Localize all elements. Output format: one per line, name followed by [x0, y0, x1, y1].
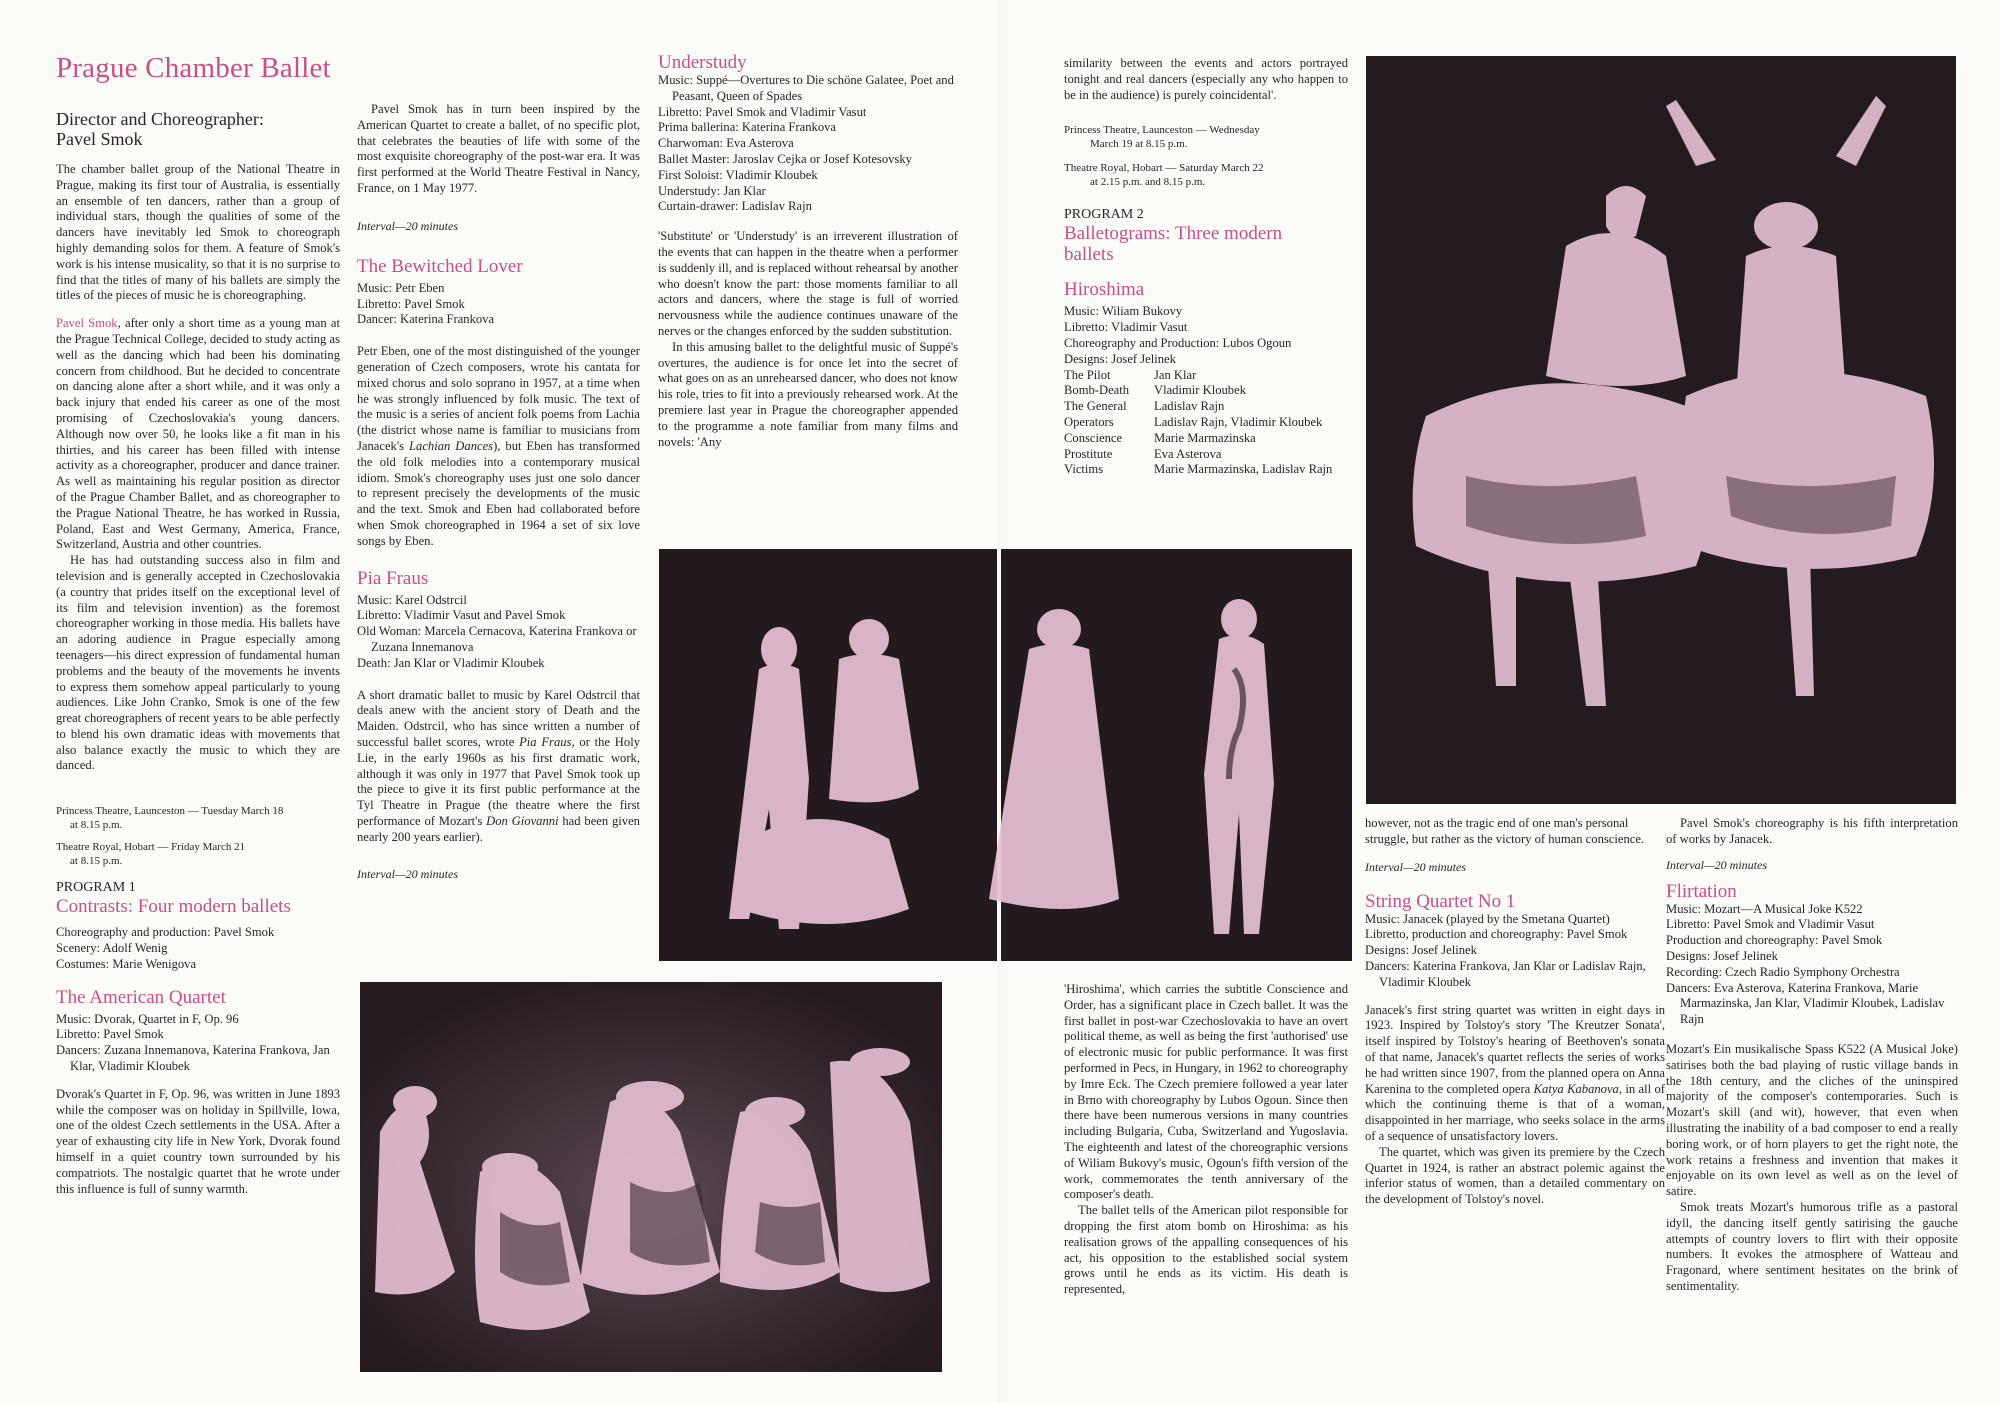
hiroshima-text-2: The ballet tells of the American pilot responsible for dropping the first atom bomb on Hiroshima: as his realisation grows of the appalling consequences of his act, his opposition to the established social system grows until he ends as its victim. His death is represented,: [1064, 1203, 1348, 1297]
column-2: [357, 102, 640, 882]
venue-1: Princess Theatre, Launceston — Tuesday March 18 at 8.15 p.m.: [56, 805, 284, 832]
hiroshima-cast: The Pilot Jan Klar Bomb-Death Vladimir Kloubek The General Ladislav Rajn Operators Ladislav Rajn, Vladimir Kloubek Conscience Marie Marmazinska Prostitute Eva Asterova Victims Marie Marmazinska, Ladislav Rajn: [1064, 367, 1333, 477]
string-quartet-credits: Music: Janacek (played by the Smetana Quartet) Libretto, production and choreography: Pavel Smok Designs: Josef Jelinek Dancers: Katerina Frankova, Jan Klar or Ladislav Rajn, Vladimir Kloubek: [1365, 911, 1646, 989]
bio-paragraph-2: He has had outstanding success also in film and television and is generally accepted in Czechoslovakia (a country that prides itself on the exceptional level of its film and television invention) as the foremost choreographer working in those media. His ballets have an adoring audience in Prague especially among teenagers—his direct expression of fundamental human problems and the beauty of the movements he invents to express them somehow appeal particularly to young audiences. Like John Cranko, Smok is one of the few great choreographers of recent years to be able perfectly to blend his own dramatic ideas with movements that also balance exactly the music to which they are danced.: [56, 553, 340, 773]
program-2-label: PROGRAM 2: [1064, 207, 1144, 223]
flirtation-credits: Music: Mozart—A Musical Joke K522 Libretto: Pavel Smok and Vladimir Vasut Production and choreography: Pavel Smok Designs: Josef Jelinek Recording: Czech Radio Symphony Orchestra Dancers: Eva Asterova, Katerina Frankova, Marie Marmazinska, Jan Klar, Vladimir Kloubek, Ladislav Rajn: [1666, 901, 1945, 1027]
program-1-credits: Choreography and production: Pavel Smok Scenery: Adolf Wenig Costumes: Marie Wenigova: [56, 925, 275, 971]
bewitched-lover-title: The Bewitched Lover: [357, 255, 523, 277]
program-2-title: Balletograms: Three modern ballets: [1064, 223, 1283, 266]
venue-2: Theatre Royal, Hobart — Friday March 21 at 8.15 p.m.: [56, 841, 246, 868]
column-4-lower: [1064, 982, 1348, 1298]
hiroshima-cont: however, not as the tragic end of one man's personal struggle, but rather as the victory of human conscience.: [1365, 816, 1645, 846]
pia-fraus-title: Pia Fraus: [357, 567, 429, 589]
flirtation-text-2: Smok treats Mozart's humorous trifle as a pastoral idyll, the dancing itself gently satirising the gauche attempts of country lovers to flirt with their opposite numbers. It evokes the atmosphere of Watteau and Fragonard, where sentiment hesitates on the brink of sentimentality.: [1666, 1199, 1958, 1293]
program-1-title: Contrasts: Four modern ballets: [56, 896, 291, 918]
venue-3: Princess Theatre, Launceston — Wednesday March 19 at 8.15 p.m.: [1064, 124, 1260, 151]
interval-2: Interval—20 minutes: [357, 867, 458, 882]
intro-paragraph: The chamber ballet group of the National Theatre in Prague, making its first tour of Australia, is essentially an ensemble of ten dancers, rather than a group of individual stars, though the qualities of some of the dancers have inevitably led Smok to choreograph highly demanding solos for them. A feature of Smok's work is his intense musicality, so that it is no surprise to find that the titles of many of his ballets are simply the titles of the pieces of music he is choreographing.: [56, 162, 340, 303]
flirtation-text-1: Mozart's Ein musikalische Spass K522 (A Musical Joke) satirises both the bad playing of rustic village bands in the 18th century, and the cliches of the uninspired majority of the composer's contemporaries. Such is Mozart's skill (and wit), however, that even when illustrating the inability of a bad composer to end a really boring work, or of horn players to get the right note, the work retains a freshness and invention that makes it enjoyable on its own level as well as on the level of satire.: [1666, 1041, 1958, 1199]
bewitched-lover-credits: Music: Petr Eben Libretto: Pavel Smok Dancer: Katerina Frankova: [357, 280, 495, 327]
column-4: [1064, 56, 1348, 478]
hiroshima-title: Hiroshima: [1064, 279, 1145, 301]
photo-hiroshima-scene-image: [659, 549, 1352, 961]
understudy-cont: similarity between the events and actors portrayed tonight and real dancers (especially any who happen to be in the audience) is purely coincidental'.: [1064, 56, 1348, 102]
string-quartet-title: String Quartet No 1: [1365, 890, 1516, 912]
understudy-text-1: 'Substitute' or 'Understudy' is an irreverent illustration of the events that can happen in the theatre when a performer is suddenly ill, and is replaced without rehearsal by another who doesn't know the part: those moments familiar to all actors and dancers, where the stage is full of worried nervousness while the audience continues unaware of the nerves or the changes enforced by the sudden substitution.: [658, 229, 958, 338]
string-quartet-cont: Pavel Smok's choreography is his fifth interpretation of works by Janacek.: [1666, 816, 1958, 846]
page-title: Prague Chamber Ballet: [56, 52, 331, 84]
american-quartet-cont: Pavel Smok has in turn been inspired by the American Quartet to create a ballet, of no specific plot, that celebrates the beauties of life with some of the most exquisite choreography of the post-war era. It was first performed at the World Theatre Festival in Nancy, France, on 1 May 1977.: [357, 102, 640, 195]
flirtation-title: Flirtation: [1666, 880, 1737, 902]
hiroshima-text-1: 'Hiroshima', which carries the subtitle Conscience and Order, has a significant place in Czech ballet. It was the first ballet in post-war Czechoslovakia to have an overt political theme, as well as being the first 'authorised' use of electronic music for public performance. It was first performed in Pecs, in Hungary, in 1962 to choreography by Imre Eck. The Czech premiere followed a year later in Brno with choreography by Lubos Ogoun. Since then there have been numerous versions in many countries including Bulgaria, Cuba, Switzerland and Yugoslavia. The eighteenth and latest of the choreographic versions of Wiliam Bukovy's music, Ogoun's fifth version of the work, commemorates the tenth anniversary of the composer's death.: [1064, 982, 1348, 1202]
interval-3: Interval—20 minutes: [1365, 859, 1466, 874]
american-quartet-text: Dvorak's Quartet in F, Op. 96, was written in June 1893 while the composer was on holiday in Spillville, Iowa, one of the oldest Czech settlements in the USA. After a year of exhausting city life in New York, Dvorak found himself in a quiet country town surrounded by his compatriots. The nostalgic quartet that he wrote under this influence is full of sunny warmth.: [56, 1086, 340, 1196]
director-heading: Director and Choreographer: Pavel Smok: [56, 109, 264, 149]
understudy-text-2: In this amusing ballet to the delightful music of Suppé's overtures, the audience is for once let into the secret of what goes on as an unrehearsed dancer, who does not know his role, tries to fit into a previously rehearsed work. At the premiere last year in Prague the choreographer appended to the programme a note familiar from many films and novels: 'Any: [658, 339, 958, 449]
bewitched-lover-text: Petr Eben, one of the most distinguished of the younger generation of Czech composers, wrote his cantata for mixed chorus and solo soprano in 1957, at a time when he was strongly influenced by folk music. The text of the music is a series of ancient folk poems from Lachia (the district whose name is familiar to musicians from Janacek's Lachian Dances), but Eben has transformed the old folk melodies into a contemporary musical idiom. Smok's choreography uses just one solo dancer to represent precisely the developments of the music and the text. Smok and Eben had collaborated before when Smok choreographed in 1964 a set of six love songs by Eben.: [357, 344, 640, 548]
column-6: [1666, 816, 1958, 1295]
column-3: [658, 52, 958, 450]
bio-paragraph: Pavel Smok, after only a short time as a young man at the Prague Technical College, decided to study acting as well as the dancing which had been his dominating concern from childhood. But he decided to concentrate on dancing alone after a short while, and it was only a back injury that ended his career as one of the most promising of Czechoslovakia's young dancers. Although now over 50, he looks like a fit man in his thirties, and his career has been filled with intense activity as a choreographer, producer and dance trainer. As well as maintaining his regular position as director of the Prague Chamber Ballet, and as choreographer to the Prague National Theatre, he has worked in Russia, Poland, East and West Germany, America, France, Switzerland, Austria and other countries.: [56, 316, 340, 552]
american-quartet-title: The American Quartet: [56, 986, 226, 1008]
pia-fraus-credits: Music: Karel Odstrcil Libretto: Vladimir Vasut and Pavel Smok Old Woman: Marcela Cernacova, Katerina Frankova or Zuzana Innemanova Death: Jan Klar or Vladimir Kloubek: [357, 592, 637, 670]
string-quartet-text-1: Janacek's first string quartet was written in eight days in 1923. Inspired by Tolstoy's story 'The Kreutzer Sonata', itself inspired by Tolstoy's hearing of Beethoven's sonata of that name, Janacek's quartet reflects the series of works he had written since 1907, from the planned opera on Anna Karenina to the completed opera Katya Kabanova, in all of which the continuing theme is that of a woman, disappointed in her marriage, who seeks solace in the arms of a sequence of unsatisfactory lovers.: [1365, 1002, 1665, 1143]
interval-4: Interval—20 minutes: [1666, 857, 1767, 872]
pia-fraus-text: A short dramatic ballet to music by Karel Odstrcil that deals anew with the ancient story of Death and the Maiden. Odstrcil, who has since written a number of successful ballet scores, wrote Pia Fraus, or the Holy Lie, in the early 1960s as his first dramatic work, although it was only in 1977 that Pavel Smok took up the piece to give it its first public performance at the Tyl Theatre in Prague (the theatre where the first performance of Mozart's Don Giovanni had been given nearly 200 years earlier).: [357, 687, 640, 844]
american-quartet-credits: Music: Dvorak, Quartet in F, Op. 96 Libretto: Pavel Smok Dancers: Zuzana Innemanova, Katerina Frankova, Jan Klar, Vladimir Kloubek: [56, 1011, 330, 1074]
understudy-credits: Music: Suppé—Overtures to Die schöne Galatee, Poet and Peasant, Queen of Spades Libretto: Pavel Smok and Vladimir Vasut Prima ballerina: Katerina Frankova Charwoman: Eva Asterova Ballet Master: Jaroslav Cejka or Josef Kotesovsky First Soloist: Vladimir Kloubek Understudy: Jan Klar Curtain-drawer: Ladislav Rajn: [658, 73, 954, 214]
interval-1: Interval—20 minutes: [357, 218, 458, 233]
photo-hiroshima-scene: [659, 549, 1352, 961]
column-5: [1365, 816, 1665, 1208]
column-1: [56, 52, 340, 1197]
photo-flirtation-dancers: [1366, 56, 1956, 804]
bio-name: Pavel Smok: [56, 316, 118, 331]
understudy-title: Understudy: [658, 52, 747, 73]
venue-4: Theatre Royal, Hobart — Saturday March 22 at 2.15 p.m. and 8.15 p.m.: [1064, 162, 1264, 189]
photo-flirtation-dancers-image: [1366, 56, 1956, 804]
hiroshima-credits: Music: Wiliam Bukovy Libretto: Vladimir Vasut Choreography and Production: Lubos Ogoun Designs: Josef Jelinek: [1064, 304, 1292, 366]
photo-dancers-bowing-image: [360, 982, 942, 1372]
program-1-label: PROGRAM 1: [56, 880, 136, 896]
string-quartet-text-2: The quartet, which was given its premiere by the Czech Quartet in 1924, is rather an abstract polemic against the inferior status of women, than a detailed commentary on the development of Tolstoy's novel.: [1365, 1144, 1665, 1207]
photo-dancers-bowing: [360, 982, 942, 1372]
